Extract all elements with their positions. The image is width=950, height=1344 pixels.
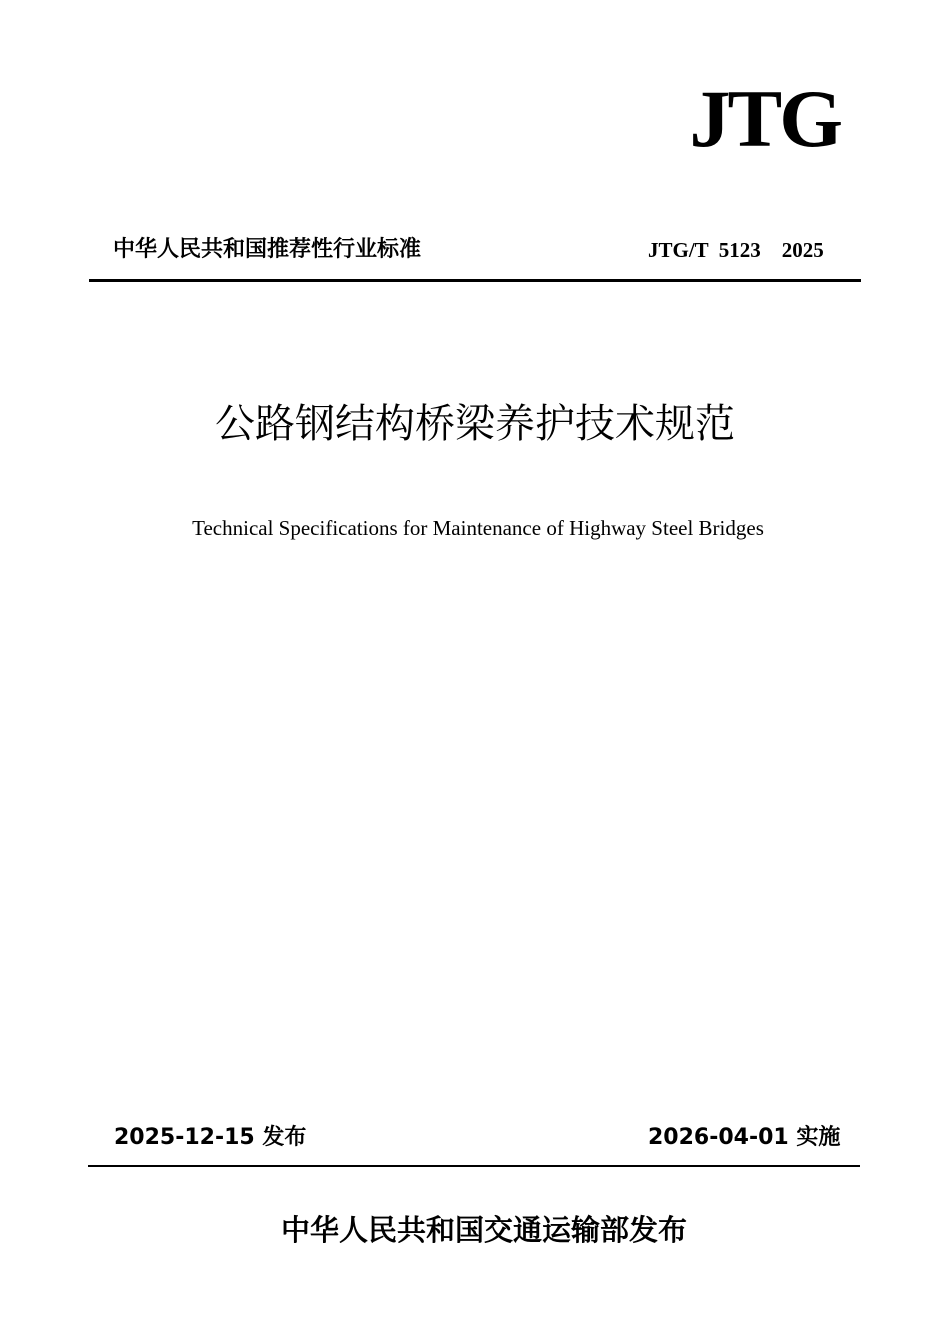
effective-date: 2026-04-01 实施	[648, 1125, 841, 1150]
issue-date: 2025-12-15 发布	[114, 1125, 307, 1150]
title-english: Technical Specifications for Maintenance of Highway Steel Bridges	[192, 516, 764, 540]
bottom-divider	[88, 1165, 860, 1167]
standard-category: 中华人民共和国推荐性行业标准	[113, 237, 422, 262]
publisher: 中华人民共和国交通运输部发布	[280, 1213, 687, 1247]
top-divider	[89, 279, 861, 282]
standard-code: JTG/T 5123 2025	[648, 238, 824, 262]
title-chinese: 公路钢结构桥梁养护技术规范	[215, 401, 735, 447]
jtg-logo: JTG	[689, 73, 840, 164]
